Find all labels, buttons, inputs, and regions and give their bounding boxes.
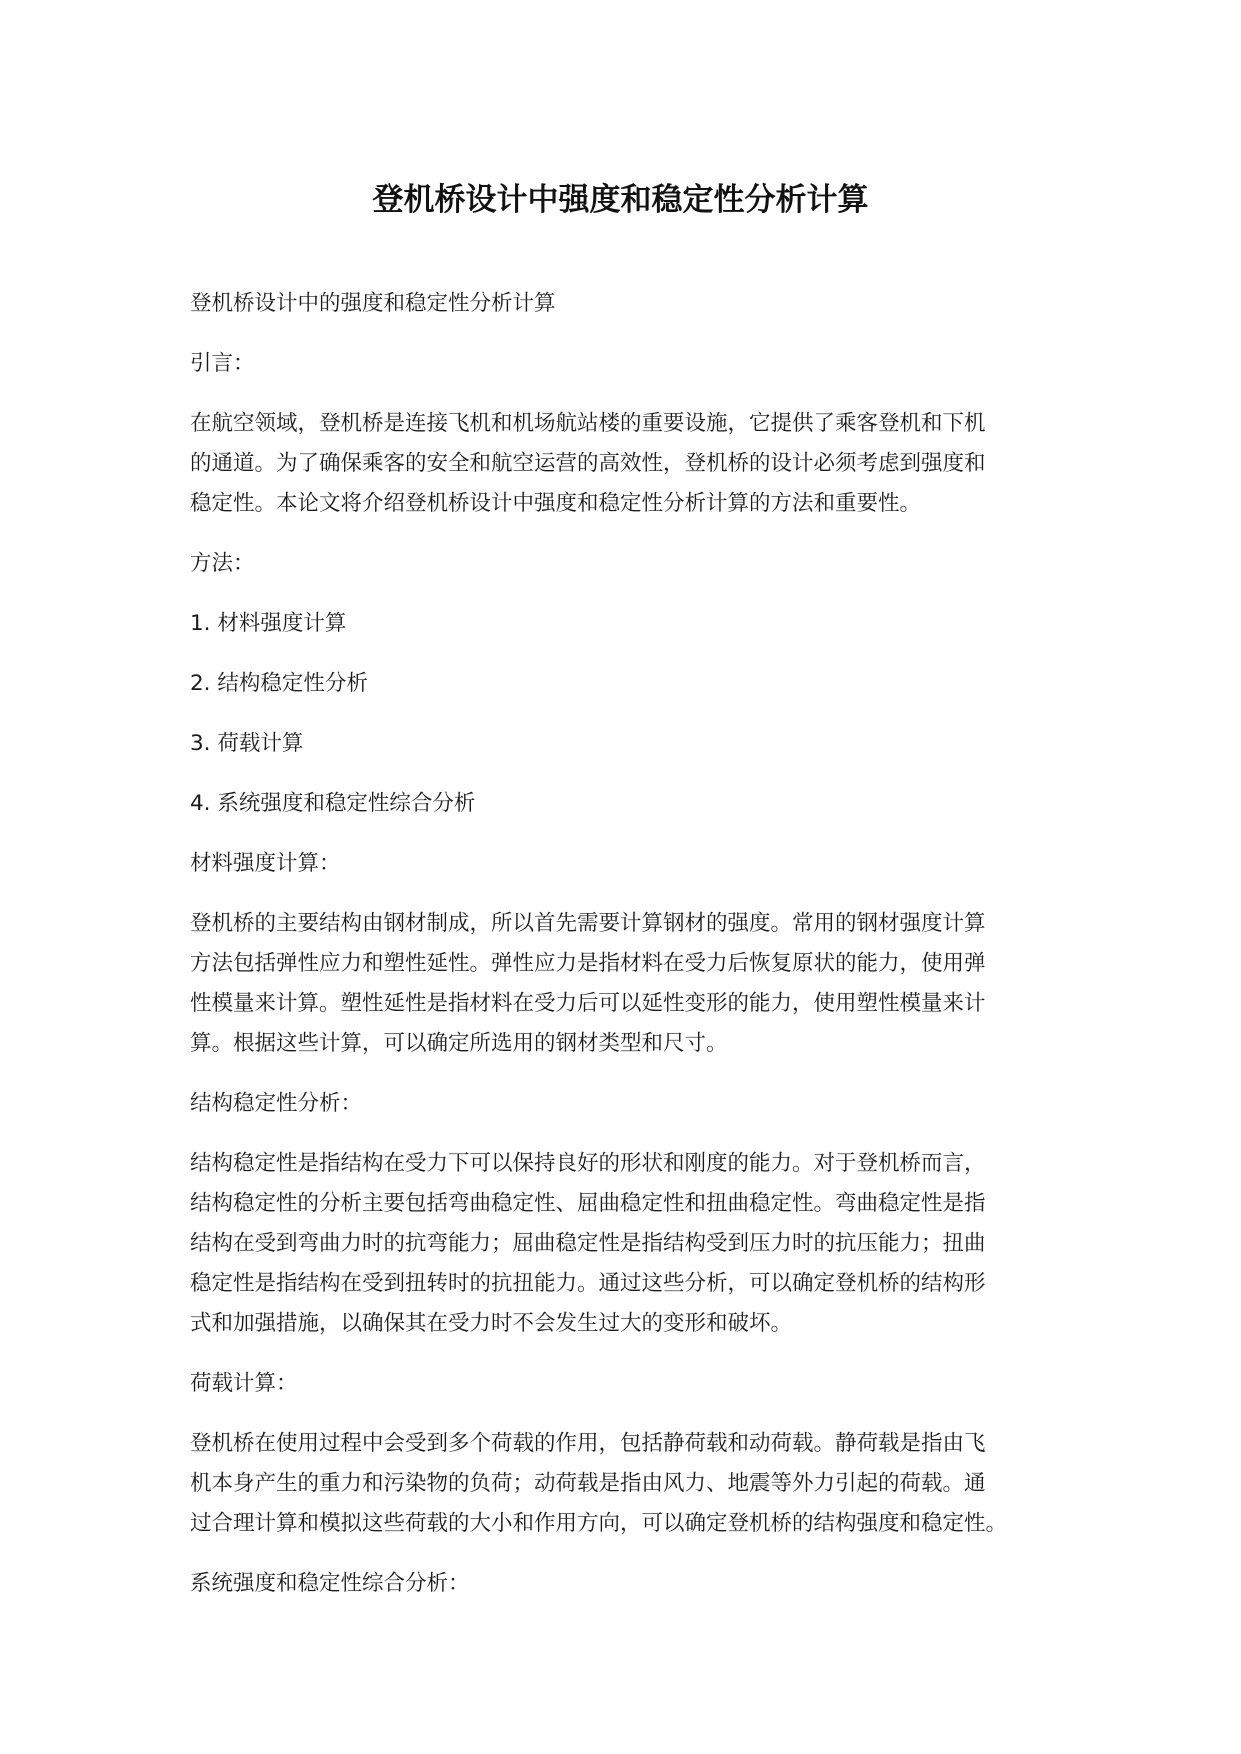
- load-line: 登机桥在使用过程中会受到多个荷载的作用，包括静荷载和动荷载。静荷载是指由飞: [190, 1431, 986, 1456]
- intro-line: 在航空领域，登机桥是连接飞机和机场航站楼的重要设施，它提供了乘客登机和下机: [190, 411, 986, 436]
- structure-line: 式和加强措施，以确保其在受力时不会发生过大的变形和破坏。: [190, 1311, 793, 1336]
- load-line: 过合理计算和模拟这些荷载的大小和作用方向，可以确定登机桥的结构强度和稳定性。: [190, 1511, 1008, 1536]
- document-body: [190, 284, 1070, 1604]
- load-line: 机本身产生的重力和污染物的负荷；动荷载是指由风力、地震等外力引起的荷载。通: [190, 1471, 986, 1496]
- intro-heading: 引言：: [190, 351, 255, 376]
- structure-heading: 结构稳定性分析：: [190, 1091, 363, 1116]
- load-heading: 荷载计算：: [190, 1371, 298, 1396]
- intro-paragraph: [190, 404, 1070, 524]
- structure-line: 结构稳定性是指结构在受力下可以保持良好的形状和刚度的能力。对于登机桥而言，: [190, 1151, 986, 1176]
- method-item: 3. 荷载计算: [190, 731, 304, 756]
- system-heading: 系统强度和稳定性综合分析：: [190, 1571, 470, 1596]
- subtitle: 登机桥设计中的强度和稳定性分析计算: [190, 291, 556, 316]
- method-item: 1. 材料强度计算: [190, 611, 347, 636]
- intro-line: 的通道。为了确保乘客的安全和航空运营的高效性，登机桥的设计必须考虑到强度和: [190, 451, 986, 476]
- structure-line: 结构稳定性的分析主要包括弯曲稳定性、屈曲稳定性和扭曲稳定性。弯曲稳定性是指: [190, 1191, 986, 1216]
- material-line: 算。根据这些计算，可以确定所选用的钢材类型和尺寸。: [190, 1031, 728, 1056]
- method-item: 2. 结构稳定性分析: [190, 671, 368, 696]
- method-heading: 方法：: [190, 551, 255, 576]
- intro-line: 稳定性。本论文将介绍登机桥设计中强度和稳定性分析计算的方法和重要性。: [190, 491, 922, 516]
- material-line: 登机桥的主要结构由钢材制成，所以首先需要计算钢材的强度。常用的钢材强度计算: [190, 911, 986, 936]
- structure-line: 结构在受到弯曲力时的抗弯能力；屈曲稳定性是指结构受到压力时的抗压能力；扭曲: [190, 1231, 986, 1256]
- method-item: 4. 系统强度和稳定性综合分析: [190, 791, 476, 816]
- structure-paragraph: [190, 1144, 1070, 1344]
- material-paragraph: [190, 904, 1070, 1064]
- load-paragraph: [190, 1424, 1070, 1544]
- material-line: 方法包括弹性应力和塑性延性。弹性应力是指材料在受力后恢复原状的能力，使用弹: [190, 951, 986, 976]
- material-heading: 材料强度计算：: [190, 851, 341, 876]
- document-title: 登机桥设计中强度和稳定性分析计算: [372, 182, 869, 218]
- material-line: 性模量来计算。塑性延性是指材料在受力后可以延性变形的能力，使用塑性模量来计: [190, 991, 986, 1016]
- structure-line: 稳定性是指结构在受到扭转时的抗扭能力。通过这些分析，可以确定登机桥的结构形: [190, 1271, 986, 1296]
